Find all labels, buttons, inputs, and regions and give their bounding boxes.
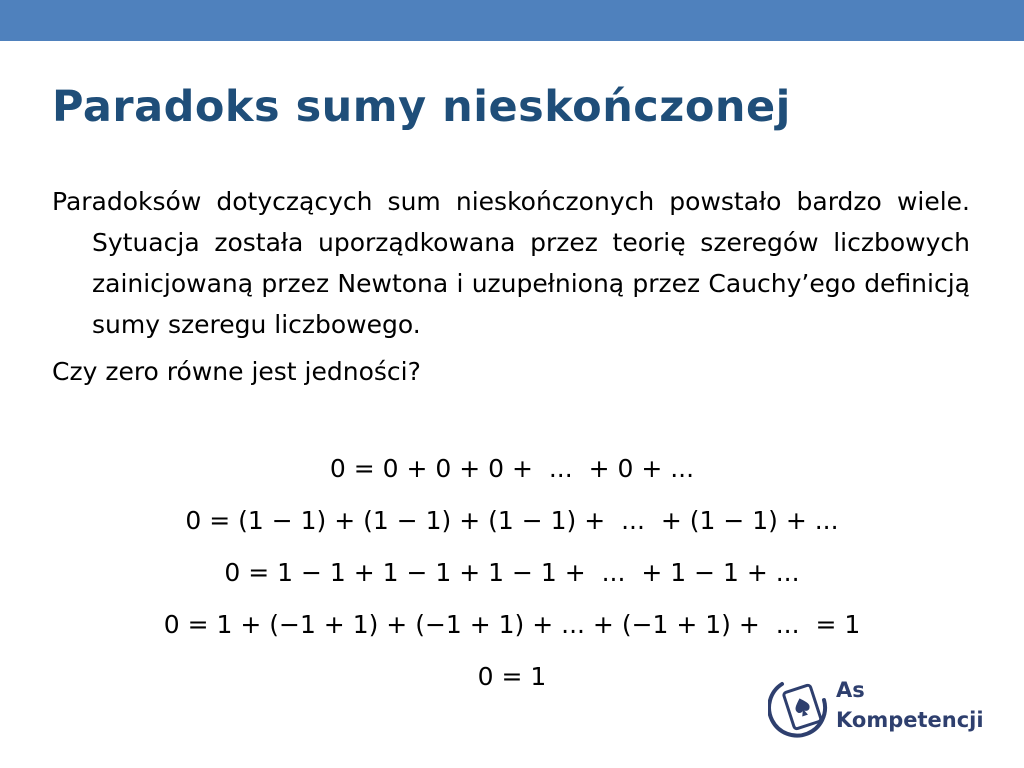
- equation-4: 0 = 1 + (−1 + 1) + (−1 + 1) + ... + (−1 + 1) + ... = 1: [163, 610, 861, 639]
- slide-title: Paradoks sumy nieskończonej: [52, 82, 791, 132]
- equation-2: 0 = (1 − 1) + (1 − 1) + (1 − 1) + ... + (1 − 1) + ...: [185, 506, 839, 535]
- equations-block: [0, 443, 1024, 703]
- question-text: Czy zero równe jest jedności?: [52, 357, 421, 386]
- top-accent-bar: [0, 0, 1024, 41]
- as-kompetencji-logo: [768, 670, 998, 746]
- intro-paragraph: Paradoksów dotyczących sum nieskończonych powstało bardzo wiele. Sytuacja została uporządkowana przez teorię szeregów liczbowych zainicjowaną przez Newtona i uzupełnioną przez Cauchy’ego definicją sumy szeregu liczbowego.: [52, 187, 970, 339]
- logo-text-kompetencji: Kompetencji: [836, 708, 984, 732]
- equation-3: 0 = 1 − 1 + 1 − 1 + 1 − 1 + ... + 1 − 1 + ...: [224, 558, 800, 587]
- spade-card-icon: [768, 670, 832, 746]
- slide-body: [52, 181, 970, 392]
- logo-text-as: As: [836, 678, 865, 702]
- equation-5: 0 = 1: [477, 662, 547, 691]
- equation-1: 0 = 0 + 0 + 0 + ... + 0 + ...: [329, 454, 695, 483]
